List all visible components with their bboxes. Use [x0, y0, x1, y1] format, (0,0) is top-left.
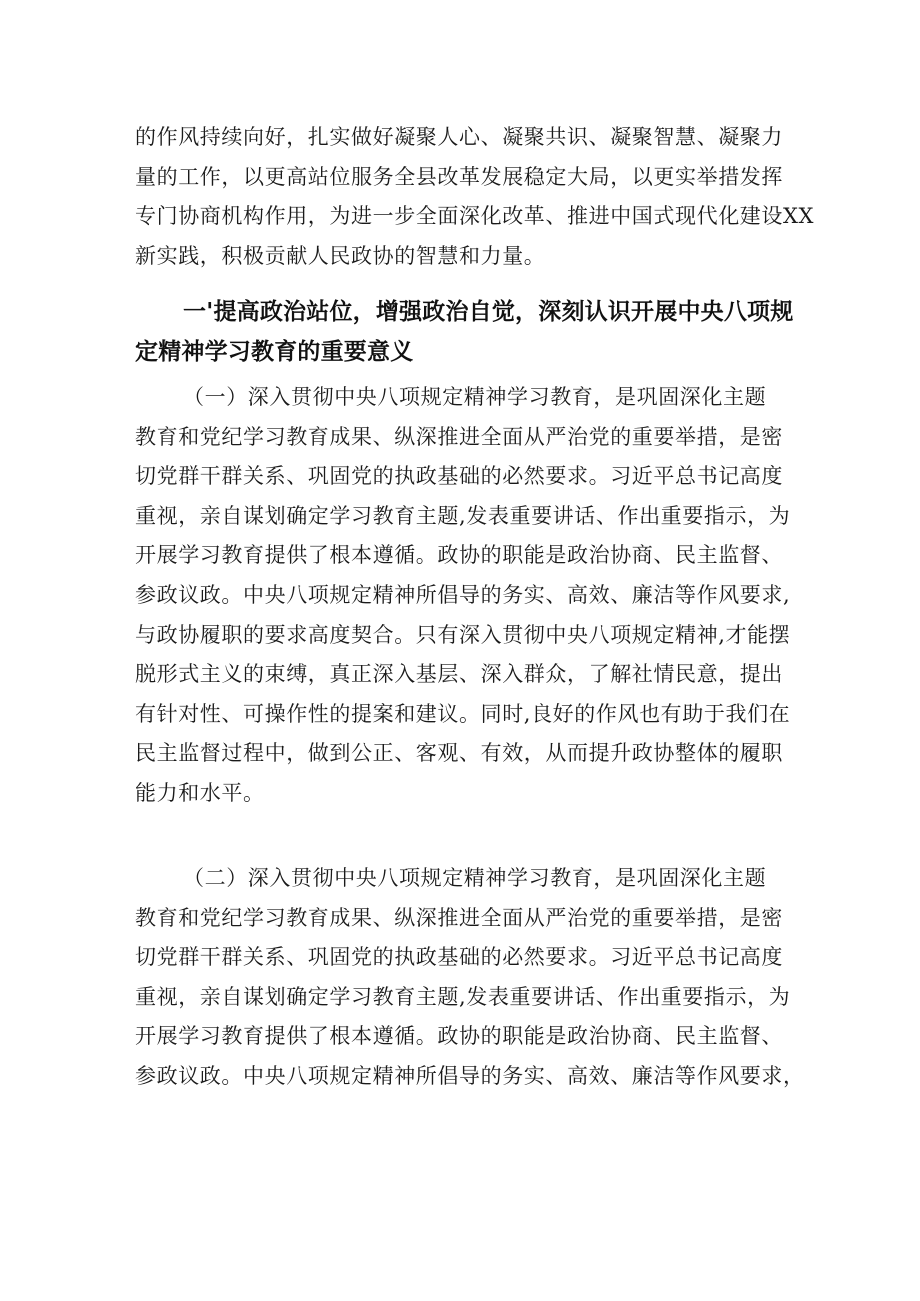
paragraph-line: （二）深入贯彻中央八项规定精神学习教育，是巩固深化主题: [183, 866, 767, 890]
paragraph-line: 有针对性、可操作性的提案和建议。同时,良好的作风也有助于我们在: [135, 701, 791, 726]
section-2-paragraph: [135, 859, 805, 1097]
paragraph-line: 民主监督过程中，做到公正、客观、有效，从而提升政协整体的履职: [135, 741, 783, 766]
paragraph-line: 专门协商机构作用，为进一步全面深化改革、推进中国式现代化建设XX: [135, 204, 815, 229]
paragraph-line: 的作风持续向好，扎实做好凝聚人心、凝聚共识、凝聚智慧、凝聚力: [135, 125, 783, 149]
paragraph-line: 与政协履职的要求高度契合。只有深入贯彻中央八项规定精神,才能摆: [135, 622, 791, 647]
paragraph-line: 开展学习教育提供了根本遵循。政协的职能是政治协商、民主监督、: [135, 543, 783, 568]
paragraph-line: 能力和水平。: [135, 780, 265, 805]
paragraph-line: 新实践，积极贡献人民政协的智慧和力量。: [135, 243, 546, 268]
paragraph-line: 量的工作，以更高站位服务全县改革发展稳定大局，以更实举措发挥: [135, 164, 783, 189]
paragraph-line: 切党群干群关系、巩固党的执政基础的必然要求。习近平总书记高度: [135, 464, 783, 489]
paragraph-line: 重视，亲自谋划确定学习教育主题,发表重要讲话、作出重要指示，为: [135, 984, 791, 1009]
paragraph-line: （一）深入贯彻中央八项规定精神学习教育，是巩固深化主题: [183, 385, 767, 409]
paragraph-line: 教育和党纪学习教育成果、纵深推进全面从严治党的重要举措，是密: [135, 905, 783, 930]
paragraph-line: 参政议政。中央八项规定精神所倡导的务实、高效、廉洁等作风要求，: [135, 1063, 805, 1088]
paragraph-line: 重视，亲自谋划确定学习教育主题,发表重要讲话、作出重要指示，为: [135, 503, 791, 528]
paragraph-line: 脱形式主义的束缚，真正深入基层、深入群众，了解社情民意，提出: [135, 662, 783, 687]
paragraph-line: 参政议政。中央八项规定精神所倡导的务实、高效、廉洁等作风要求,: [135, 582, 791, 607]
intro-paragraph: [135, 118, 815, 276]
paragraph-line: 开展学习教育提供了根本遵循。政协的职能是政治协商、民主监督、: [135, 1024, 783, 1049]
paragraph-line: 教育和党纪学习教育成果、纵深推进全面从严治党的重要举措，是密: [135, 424, 783, 449]
section-1-paragraph: [135, 378, 791, 814]
heading-line: 一'提高政治站位，增强政治自觉，深刻认识开展中央八项规: [183, 299, 794, 325]
heading-line: 定精神学习教育的重要意义: [135, 339, 414, 365]
paragraph-line: 切党群干群关系、巩固党的执政基础的必然要求。习近平总书记高度: [135, 945, 783, 970]
section-heading: [135, 292, 795, 372]
